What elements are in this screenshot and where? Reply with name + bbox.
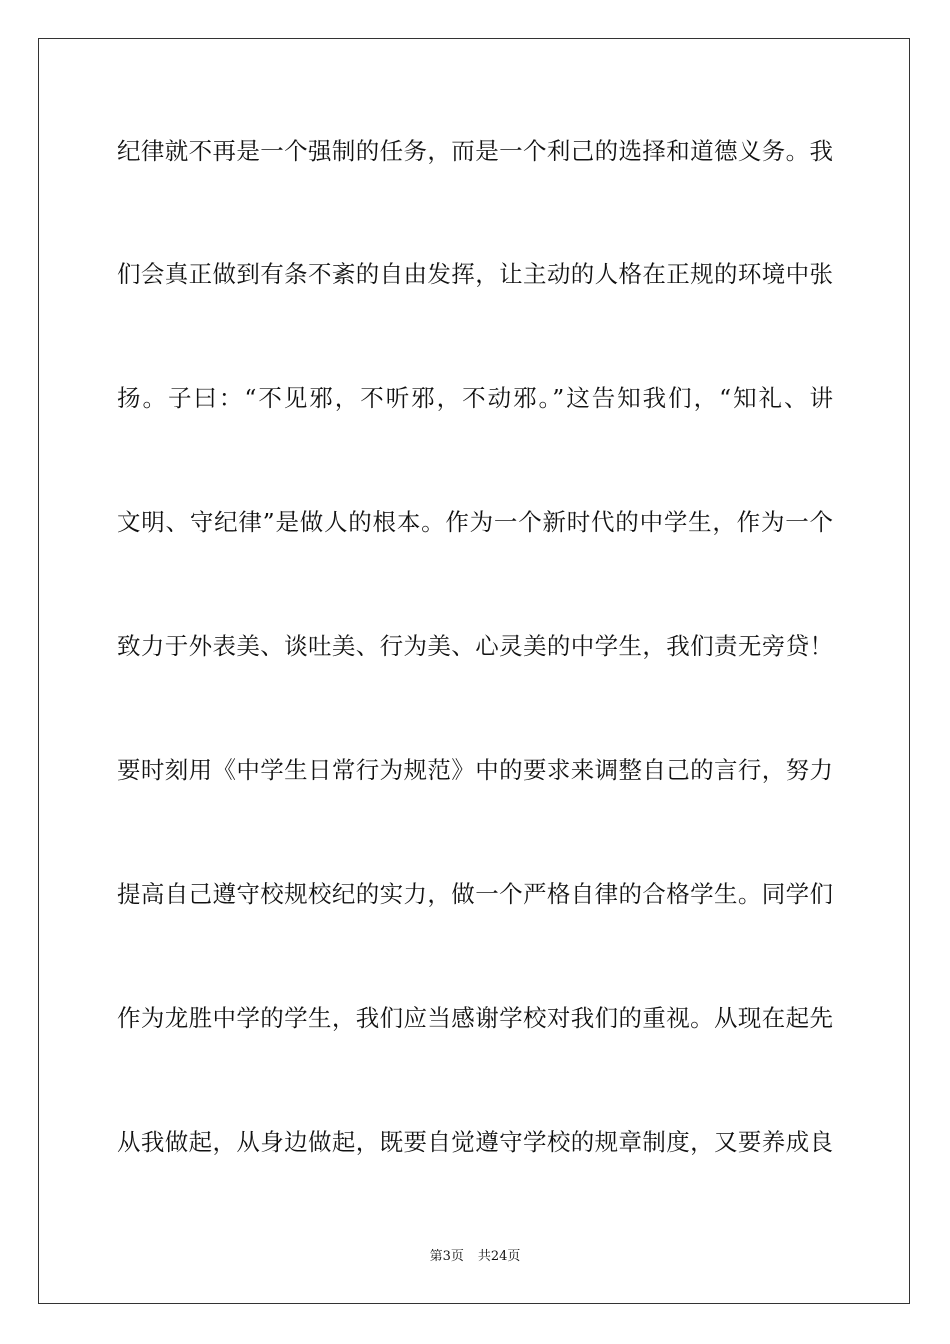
body-text-line: 们会真正做到有条不紊的自由发挥，让主动的人格在正规的环境中张 <box>117 260 833 288</box>
body-text-line: 作为龙胜中学的学生，我们应当感谢学校对我们的重视。从现在起先 <box>117 1004 833 1032</box>
body-text-line: 纪律就不再是一个强制的任务，而是一个利己的选择和道德义务。我 <box>117 137 833 165</box>
body-text-line: 要时刻用《中学生日常行为规范》中的要求来调整自己的言行，努力 <box>117 756 833 784</box>
page-frame <box>38 38 910 1304</box>
body-text-line: 从我做起，从身边做起，既要自觉遵守学校的规章制度，又要养成良 <box>117 1128 833 1156</box>
page-total: 共24页 <box>477 1249 521 1264</box>
body-text-line: 文明、守纪律”是做人的根本。作为一个新时代的中学生，作为一个 <box>117 508 833 536</box>
body-text-line: 致力于外表美、谈吐美、行为美、心灵美的中学生，我们责无旁贷！ <box>117 632 833 660</box>
body-text-line: 扬。子曰：“不见邪，不听邪，不动邪。”这告知我们，“知礼、讲 <box>117 384 833 412</box>
page-number: 第3页 <box>429 1249 464 1264</box>
page-footer <box>0 1248 950 1266</box>
body-text-line: 提高自己遵守校规校纪的实力，做一个严格自律的合格学生。同学们 <box>117 880 833 908</box>
